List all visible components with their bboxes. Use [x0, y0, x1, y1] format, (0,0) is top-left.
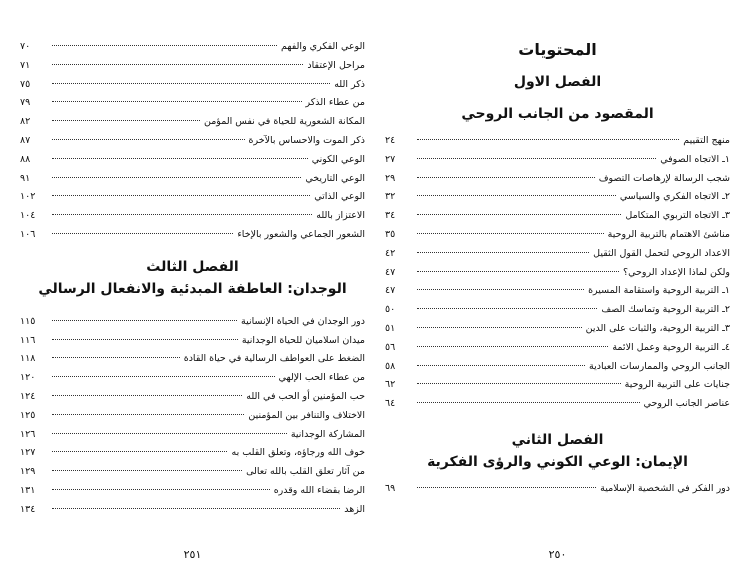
chapter-subtitle: المقصود من الجانب الروحي [461, 106, 654, 122]
toc-entry: جنايات على التربية الروحية ٦٢ [385, 379, 730, 391]
chapter-title: الفصل الثالث [146, 258, 239, 275]
toc-entry: المشاركة الوجدانية ١٢٦ [20, 428, 365, 440]
toc-entry: الضغط على العواطف الرسالية في حياة القادة ١١٨ [20, 353, 365, 365]
toc-entry: منهج التقييم ٢٤ [385, 135, 730, 146]
toc-entry: ٢ـ الاتجاه الفكري والسياسي ٣٢ [385, 191, 730, 203]
toc-entry: الشعور الجماعي والشعور بالإخاء ١٠٦ [20, 228, 365, 240]
contents-title: المحتويات [518, 40, 597, 59]
toc-entry: الرضا بقضاء الله وقدره ١٣١ [20, 484, 365, 496]
chapter-title: الفصل الثاني [511, 431, 604, 448]
toc-entry: ميدان اسلاميان للحياة الوجدانية ١١٦ [20, 334, 365, 346]
toc-entry: ٢ـ التربية الروحية وتماسك الصف ٥٠ [385, 304, 730, 316]
toc-entry: ٣ـ الاتجاه التربوي المتكامل ٣٤ [385, 210, 730, 222]
chapter-title: الفصل الاول [513, 74, 602, 90]
toc-entry: الوعي الفكري والفهم ٧٠ [20, 41, 365, 52]
chapter-subtitle: الإيمان: الوعي الكوني والرؤى الفكرية [427, 453, 688, 470]
toc-entry: دور الفكر في الشخصية الإسلامية ٦٩ [385, 482, 730, 494]
toc-list-top [20, 38, 365, 245]
toc-list [385, 132, 730, 414]
toc-entry: من عطاء الذكر ٧٩ [20, 97, 365, 109]
toc-entry: الاختلاف والتنافر بين المؤمنين ١٢٥ [20, 409, 365, 421]
toc-entry: ذكر الموت والاحساس بالآخرة ٨٧ [20, 134, 365, 146]
toc-entry: دور الوجدان في الحياة الإنسانية ١١٥ [20, 315, 365, 327]
toc-entry: ٣ـ التربية الروحية، والثبات على الدين ٥١ [385, 322, 730, 334]
toc-entry: شجب الرسالة لإرهاصات التصوف ٢٩ [385, 172, 730, 184]
toc-entry: مراحل الإعتقاد ٧١ [20, 59, 365, 71]
toc-entry: الوعي الكوني ٨٨ [20, 153, 365, 165]
page-number: ٢٥٠ [548, 548, 567, 561]
toc-entry: الاعداد الروحي لتحمل القول الثقيل ٤٢ [385, 247, 730, 259]
left-page [20, 0, 365, 571]
page-number: ٢٥١ [183, 548, 202, 561]
toc-entry: ١ـ الاتجاه الصوفي ٢٧ [385, 153, 730, 165]
toc-entry: ٤ـ التربية الروحية وعمل الائمة ٥٦ [385, 341, 730, 353]
toc-entry: المكانة الشعورية للحياة في نفس المؤمن ٨٢ [20, 116, 365, 128]
right-page [385, 0, 730, 571]
toc-entry: خوف الله ورجاؤه، وتعلق القلب به ١٢٧ [20, 447, 365, 459]
toc-entry: ١ـ التربية الروحية واستقامة المسيرة ٤٧ [385, 285, 730, 297]
toc-entry: الاعتزاز بالله ١٠٤ [20, 210, 365, 222]
chapter-subtitle: الوجدان: العاطفة المبدئية والانفعال الرسالي [38, 280, 347, 297]
toc-entry: مناشئ الاهتمام بالتربية الروحية ٣٥ [385, 228, 730, 240]
toc-entry: حب المؤمنين أو الحب في الله ١٢٤ [20, 390, 365, 402]
toc-entry: ذكر الله ٧٥ [20, 78, 365, 90]
toc-entry: ولكن لماذا الإعداد الروحي؟ ٤٧ [385, 266, 730, 278]
toc-entry: من عطاء الحب الإلهي ١٢٠ [20, 372, 365, 384]
toc-list-bottom [385, 480, 730, 499]
toc-entry: الجانب الروحي والممارسات العبادية ٥٨ [385, 360, 730, 372]
toc-entry: الزهد ١٣٤ [20, 503, 365, 515]
toc-entry: الوعي الذاتي ١٠٢ [20, 191, 365, 203]
toc-entry: عناصر الجانب الروحي ٦٤ [385, 398, 730, 410]
toc-entry: من آثار تعلق القلب بالله تعالى ١٢٩ [20, 466, 365, 478]
toc-list-bottom [20, 313, 365, 520]
toc-entry: الوعي التاريخي ٩١ [20, 172, 365, 184]
